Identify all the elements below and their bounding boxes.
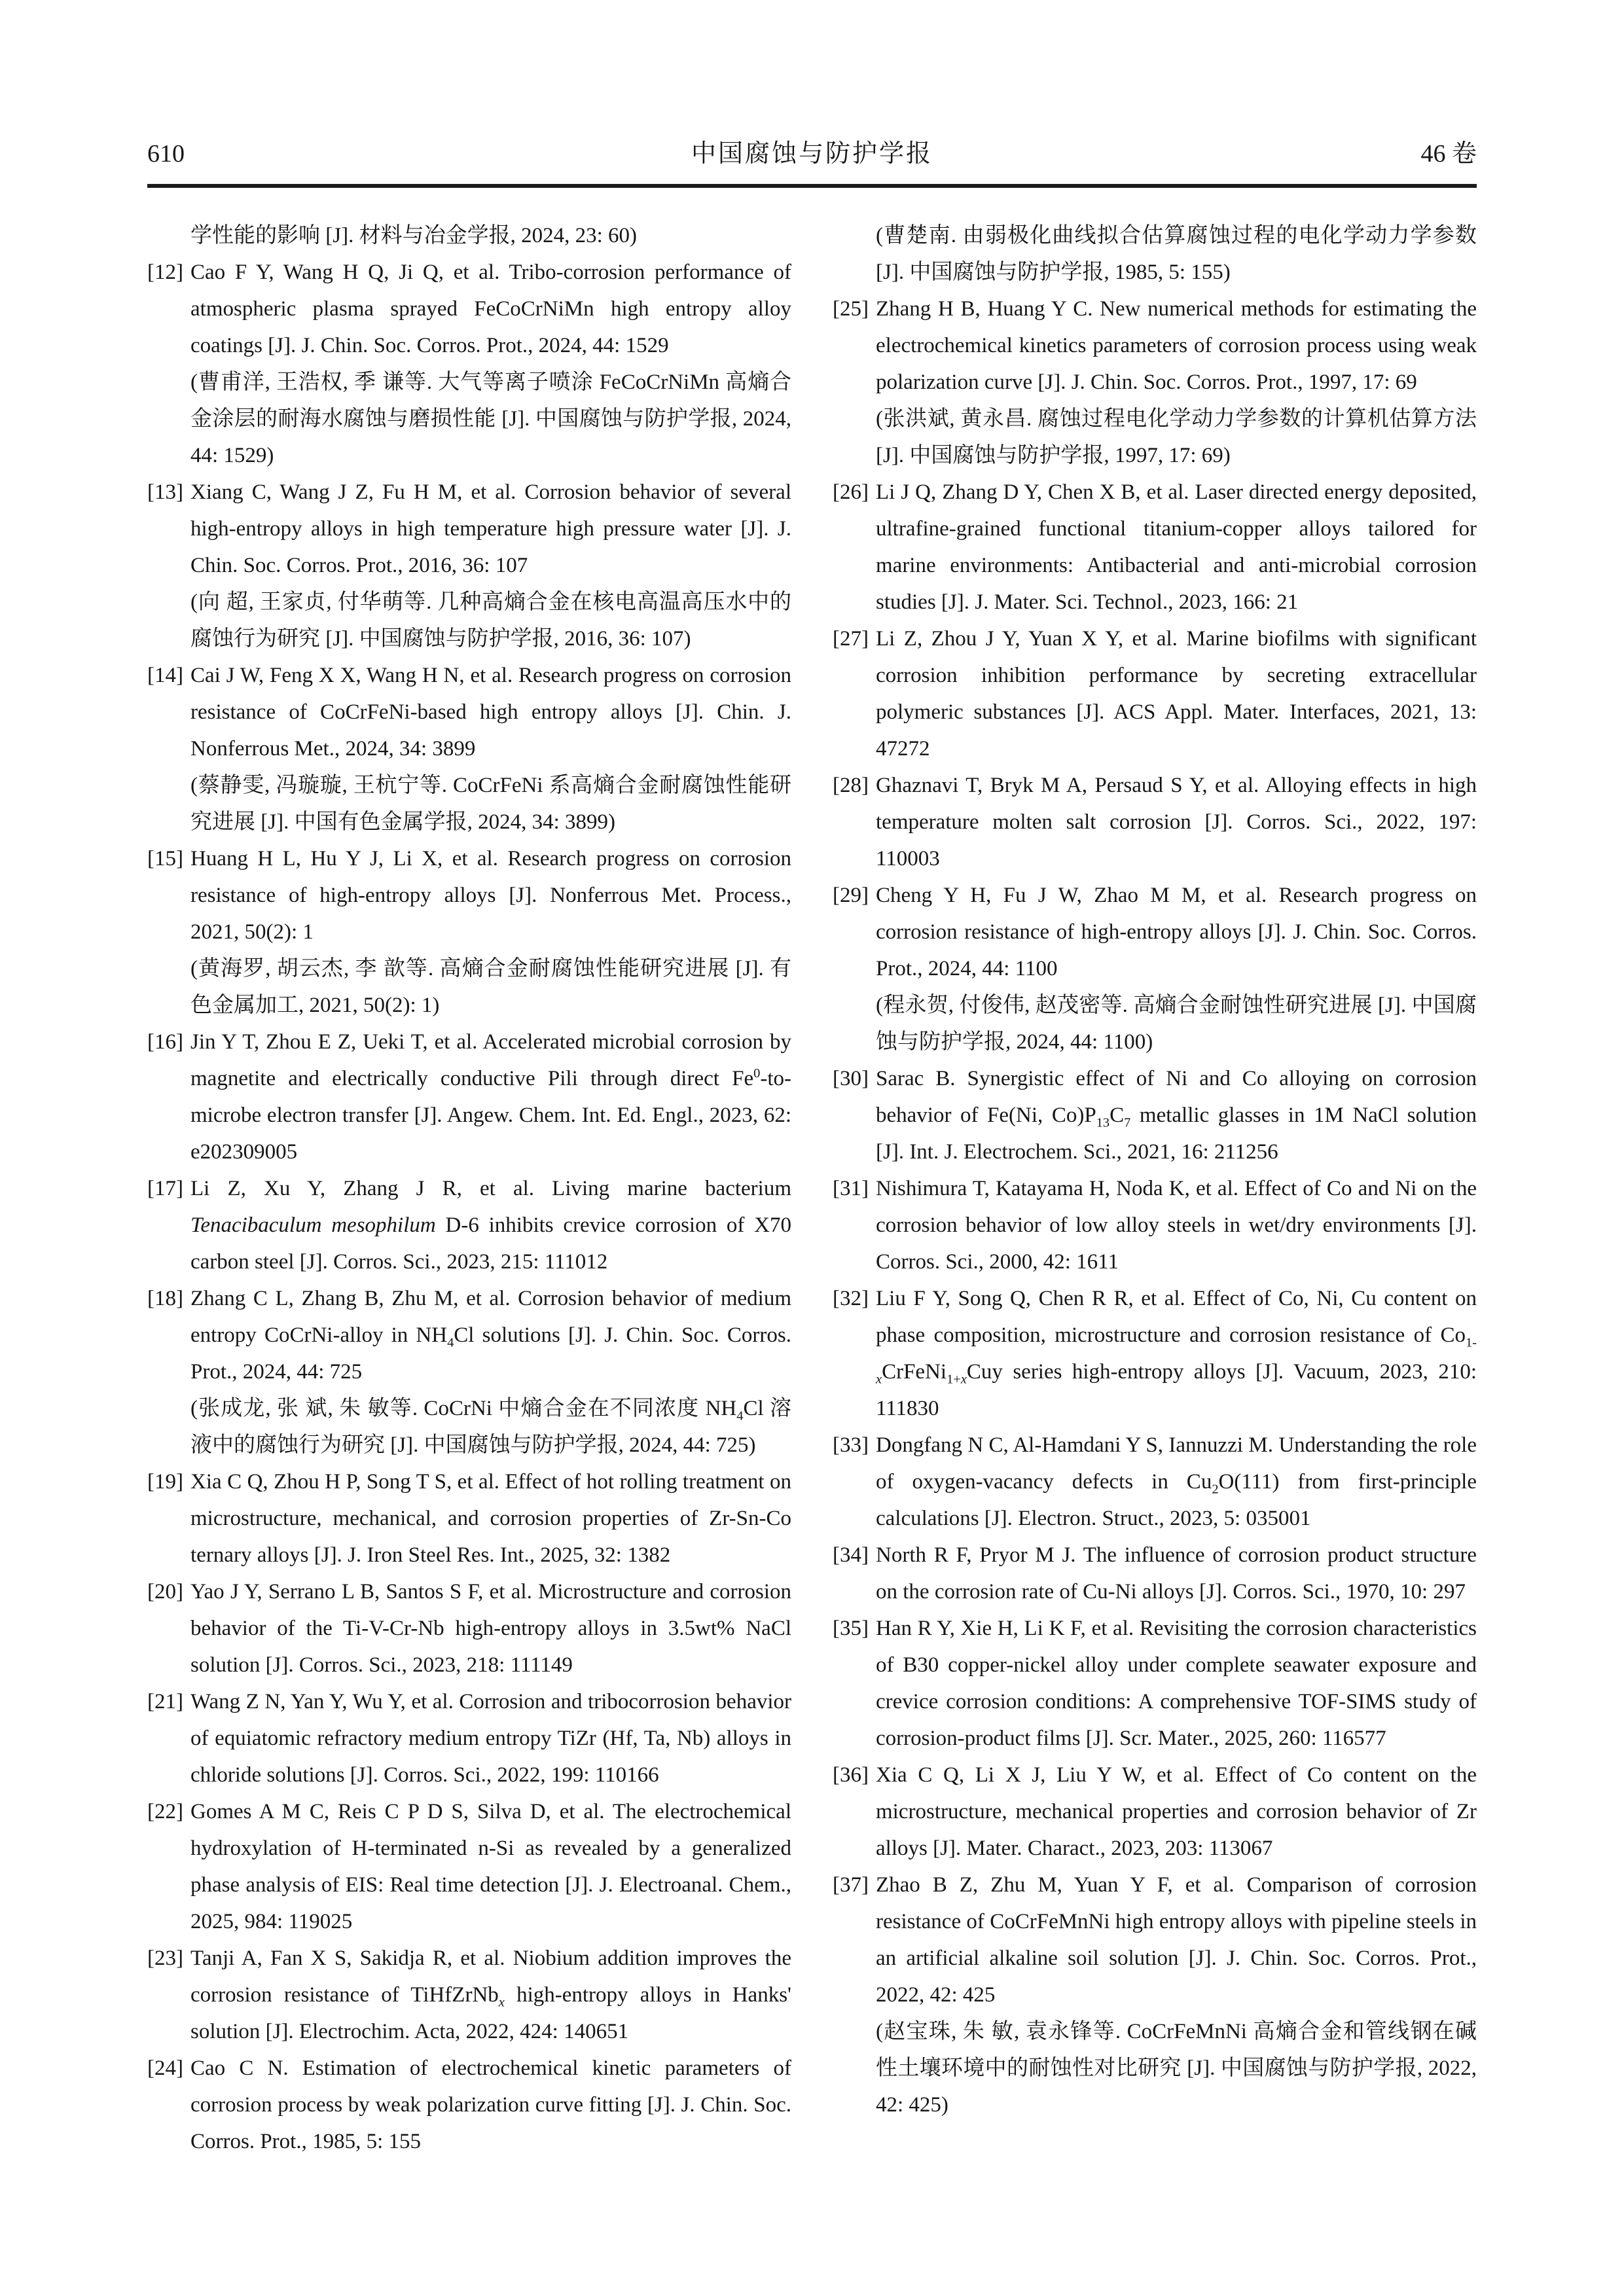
reference-number: [30] (833, 1067, 869, 1090)
reference-item (147, 1940, 791, 2050)
reference-item (833, 291, 1477, 474)
volume-label: 46 卷 (1420, 140, 1477, 168)
reference-item (147, 840, 791, 1024)
reference-item (833, 1537, 1477, 1610)
reference-english-text: Xiang C, Wang J Z, Fu H M, et al. Corrosion behavior of several high-entropy alloys in high temperature high pressure water [J]. J. Chin. Soc. Corros. Prot., 2016, 36: 107 (190, 480, 791, 577)
reference-number: [33] (833, 1433, 869, 1457)
reference-english-text: Zhao B Z, Zhu M, Yuan Y F, et al. Comparison of corrosion resistance of CoCrFeMnNi high entropy alloys with pipeline steels in an artificial alkaline soil solution [J]. J. Chin. Soc. Corros. Prot., 2022, 42: 425 (876, 1873, 1477, 2007)
reference-english-text: Wang Z N, Yan Y, Wu Y, et al. Corrosion and tribocorrosion behavior of equiatomic refractory medium entropy TiZr (Hf, Ta, Nb) alloys in chloride solutions [J]. Corros. Sci., 2022, 199: 110166 (190, 1690, 791, 1787)
journal-title: 中国腐蚀与防护学报 (691, 140, 933, 168)
page-number: 610 (147, 140, 185, 168)
continuation-text: (曹楚南. 由弱极化曲线拟合估算腐蚀过程的电化学动力学参数 [J]. 中国腐蚀与防护学报, 1985, 5: 155) (876, 224, 1477, 284)
reference-number: [16] (147, 1030, 183, 1054)
reference-item (147, 1170, 791, 1280)
reference-item (147, 1683, 791, 1793)
reference-number: [32] (833, 1287, 869, 1310)
reference-english-text: Li J Q, Zhang D Y, Chen X B, et al. Laser directed energy deposited, ultrafine-grained functional titanium-copper alloys tailored for marine environments: Antibacterial and anti-microbial corrosion studies [J]. J. Mater. Sci. Technol., 2023, 166: 21 (876, 480, 1477, 614)
reference-english-text: Tanji A, Fan X S, Sakidja R, et al. Niobium addition improves the corrosion resistance of TiHfZrNb$_x$ high-entropy alloys in Hanks' solution [J]. Electrochim. Acta, 2022, 424: 140651 (190, 1946, 791, 2043)
reference-number: [17] (147, 1177, 183, 1200)
reference-english-text: North R F, Pryor M J. The influence of corrosion product structure on the corrosion rate of Cu-Ni alloys [J]. Corros. Sci., 1970, 10: 297 (876, 1543, 1477, 1604)
reference-item (147, 1573, 791, 1683)
reference-english-text: Xia C Q, Zhou H P, Song T S, et al. Effect of hot rolling treatment on microstructure, mechanical, and corrosion properties of Zr-Sn-Co ternary alloys [J]. J. Iron Steel Res. Int., 2025, 32: 1382 (190, 1470, 791, 1567)
reference-chinese-text: (赵宝珠, 朱 敏, 袁永锋等. CoCrFeMnNi 高熵合金和管线钢在碱性土壤环境中的耐蚀性对比研究 [J]. 中国腐蚀与防护学报, 2022, 42: 425) (876, 2020, 1477, 2117)
reference-english-text: Zhang H B, Huang Y C. New numerical methods for estimating the electrochemical kinetics parameters of corrosion process using weak polarization curve [J]. J. Chin. Soc. Corros. Prot., 1997, 17: 69 (876, 297, 1477, 394)
references-column-left (147, 217, 791, 2160)
reference-item (147, 254, 791, 474)
reference-chinese-text: (蔡静雯, 冯璇璇, 王杭宁等. CoCrFeNi 系高熵合金耐腐蚀性能研究进展 [J]. 中国有色金属学报, 2024, 34: 3899) (190, 774, 791, 834)
reference-number: [19] (147, 1470, 183, 1494)
reference-chinese-text: (程永贺, 付俊伟, 赵茂密等. 高熵合金耐蚀性研究进展 [J]. 中国腐蚀与防护学报, 2024, 44: 1100) (876, 994, 1477, 1054)
reference-chinese-text: (黄海罗, 胡云杰, 李 歆等. 高熵合金耐腐蚀性能研究进展 [J]. 有色金属加工, 2021, 50(2): 1) (190, 957, 791, 1017)
reference-number: [28] (833, 774, 869, 797)
reference-english-text: Cao F Y, Wang H Q, Ji Q, et al. Tribo-corrosion performance of atmospheric plasma sprayed FeCoCrNiMn high entropy alloy coatings [J]. J. Chin. Soc. Corros. Prot., 2024, 44: 1529 (190, 260, 791, 357)
reference-item (147, 2050, 791, 2160)
reference-number: [14] (147, 664, 183, 687)
reference-number: [29] (833, 884, 869, 907)
continuation-text: 学性能的影响 [J]. 材料与冶金学报, 2024, 23: 60) (190, 224, 637, 247)
reference-number: [36] (833, 1763, 869, 1787)
reference-chinese-text: (曹甫洋, 王浩权, 季 谦等. 大气等离子喷涂 FeCoCrNiMn 高熵合金涂层的耐海水腐蚀与磨损性能 [J]. 中国腐蚀与防护学报, 2024, 44: 1529) (190, 370, 791, 467)
reference-item (147, 1463, 791, 1573)
reference-item (833, 1170, 1477, 1280)
reference-item (147, 657, 791, 840)
header-rule (147, 184, 1477, 188)
reference-english-text: Cai J W, Feng X X, Wang H N, et al. Research progress on corrosion resistance of CoCrFeNi-based high entropy alloys [J]. Chin. J. Nonferrous Met., 2024, 34: 3899 (190, 664, 791, 761)
reference-english-text: Sarac B. Synergistic effect of Ni and Co alloying on corrosion behavior of Fe(Ni, $Co)P_{13}C_7$ metallic glasses in 1M NaCl solution [J]. Int. J. Electrochem. Sci., 2021, 16: 211256 (876, 1067, 1477, 1164)
reference-number: [27] (833, 627, 869, 651)
reference-item (833, 1757, 1477, 1867)
reference-number: [35] (833, 1617, 869, 1640)
reference-english-text: Zhang C L, Zhang B, Zhu M, et al. Corrosion behavior of medium entropy CoCrNi-alloy in $NH_4Cl$ solutions [J]. J. Chin. Soc. Corros. Prot., 2024, 44: 725 (190, 1287, 791, 1384)
reference-number: [31] (833, 1177, 869, 1200)
reference-number: [23] (147, 1946, 183, 1970)
reference-number: [37] (833, 1873, 869, 1897)
reference-english-text: Dongfang N C, Al-Hamdani Y S, Iannuzzi M. Understanding the role of oxygen-vacancy defects in $Cu_2O(111)$ from first-principle calculations [J]. Electron. Struct., 2023, 5: 035001 (876, 1433, 1477, 1530)
reference-english-text: Liu F Y, Song Q, Chen R R, et al. Effect of Co, Ni, Cu content on phase composition, microstructure and corrosion resistance of $Co_{1-x}CrFeNi_{1+x}Cuy$ series high-entropy alloys [J]. Vacuum, 2023, 210: 111830 (876, 1287, 1477, 1420)
reference-english-text: Nishimura T, Katayama H, Noda K, et al. Effect of Co and Ni on the corrosion behavior of low alloy steels in wet/dry environments [J]. Corros. Sci., 2000, 42: 1611 (876, 1177, 1477, 1274)
reference-english-text: Li Z, Zhou J Y, Yuan X Y, et al. Marine biofilms with significant corrosion inhibition performance by secreting extracellular polymeric substances [J]. ACS Appl. Mater. Interfaces, 2021, 13: 47272 (876, 627, 1477, 761)
reference-list-left (147, 254, 791, 2160)
reference-english-text: Yao J Y, Serrano L B, Santos S F, et al. Microstructure and corrosion behavior of the Ti-V-Cr-Nb high-entropy alloys in 3.5wt% NaCl solution [J]. Corros. Sci., 2023, 218: 111149 (190, 1580, 791, 1677)
reference-item (833, 1867, 1477, 2123)
reference-number: [22] (147, 1800, 183, 1823)
reference-number: [25] (833, 297, 869, 321)
reference-item (833, 620, 1477, 767)
reference-number: [21] (147, 1690, 183, 1713)
reference-item (147, 474, 791, 657)
reference-item (833, 1427, 1477, 1537)
reference-number: [20] (147, 1580, 183, 1604)
reference-item (147, 1024, 791, 1170)
reference-english-text: Xia C Q, Li X J, Liu Y W, et al. Effect of Co content on the microstructure, mechanical properties and corrosion behavior of Zr alloys [J]. Mater. Charact., 2023, 203: 113067 (876, 1763, 1477, 1860)
reference-item (833, 1280, 1477, 1427)
reference-number: [24] (147, 2056, 183, 2080)
reference-number: [26] (833, 480, 869, 504)
reference-item (833, 1060, 1477, 1170)
reference-chinese-text: (张成龙, 张 斌, 朱 敏等. CoCrNi 中熵合金在不同浓度 $NH_4Cl$ 溶液中的腐蚀行为研究 [J]. 中国腐蚀与防护学报, 2024, 44: 725) (190, 1397, 791, 1457)
reference-item (833, 1610, 1477, 1757)
reference-english-text: Cao C N. Estimation of electrochemical kinetic parameters of corrosion process by weak polarization curve fitting [J]. J. Chin. Soc. Corros. Prot., 1985, 5: 155 (190, 2056, 791, 2153)
reference-english-text: Ghaznavi T, Bryk M A, Persaud S Y, et al. Alloying effects in high temperature molten salt corrosion [J]. Corros. Sci., 2022, 197: 110003 (876, 774, 1477, 870)
reference-number: [12] (147, 260, 183, 284)
reference-item (833, 767, 1477, 877)
reference-list-right (833, 291, 1477, 2123)
references-column-right (833, 217, 1477, 2123)
reference-number: [15] (147, 847, 183, 870)
reference-english-text: Jin Y T, Zhou E Z, Ueki T, et al. Accelerated microbial corrosion by magnetite and electrically conductive Pili through direct Fe$^0$-to-microbe electron transfer [J]. Angew. Chem. Int. Ed. Engl., 2023, 62: e202309005 (190, 1030, 791, 1164)
reference-item (833, 877, 1477, 1060)
reference-number: [13] (147, 480, 183, 504)
reference-english-text: Cheng Y H, Fu J W, Zhao M M, et al. Research progress on corrosion resistance of high-entropy alloys [J]. J. Chin. Soc. Corros. Prot., 2024, 44: 1100 (876, 884, 1477, 980)
reference-item (147, 1793, 791, 1940)
reference-chinese-text: (张洪斌, 黄永昌. 腐蚀过程电化学动力学参数的计算机估算方法 [J]. 中国腐蚀与防护学报, 1997, 17: 69) (876, 407, 1477, 467)
reference-item (147, 1280, 791, 1463)
reference-english-text: Li Z, Xu Y, Zhang J R, et al. Living marine bacterium Tenacibaculum mesophilum D-6 inhibits crevice corrosion of X70 carbon steel [J]. Corros. Sci., 2023, 215: 111012 (190, 1177, 791, 1274)
reference-number: [18] (147, 1287, 183, 1310)
reference-item (833, 474, 1477, 620)
reference-english-text: Gomes A M C, Reis C P D S, Silva D, et al. The electrochemical hydroxylation of H-terminated n-Si as revealed by a generalized phase analysis of EIS: Real time detection [J]. J. Electroanal. Chem., 2025, 984: 119025 (190, 1800, 791, 1933)
reference-english-text: Han R Y, Xie H, Li K F, et al. Revisiting the corrosion characteristics of B30 copper-nickel alloy under complete seawater exposure and crevice corrosion conditions: A comprehensive TOF-SIMS study of corrosion-product films [J]. Scr. Mater., 2025, 260: 116577 (876, 1617, 1477, 1750)
reference-number: [34] (833, 1543, 869, 1567)
reference-chinese-text: (向 超, 王家贞, 付华萌等. 几种高熵合金在核电高温高压水中的腐蚀行为研究 [J]. 中国腐蚀与防护学报, 2016, 36: 107) (190, 590, 791, 651)
reference-english-text: Huang H L, Hu Y J, Li X, et al. Research progress on corrosion resistance of high-entropy alloys [J]. Nonferrous Met. Process., 2021, 50(2): 1 (190, 847, 791, 944)
